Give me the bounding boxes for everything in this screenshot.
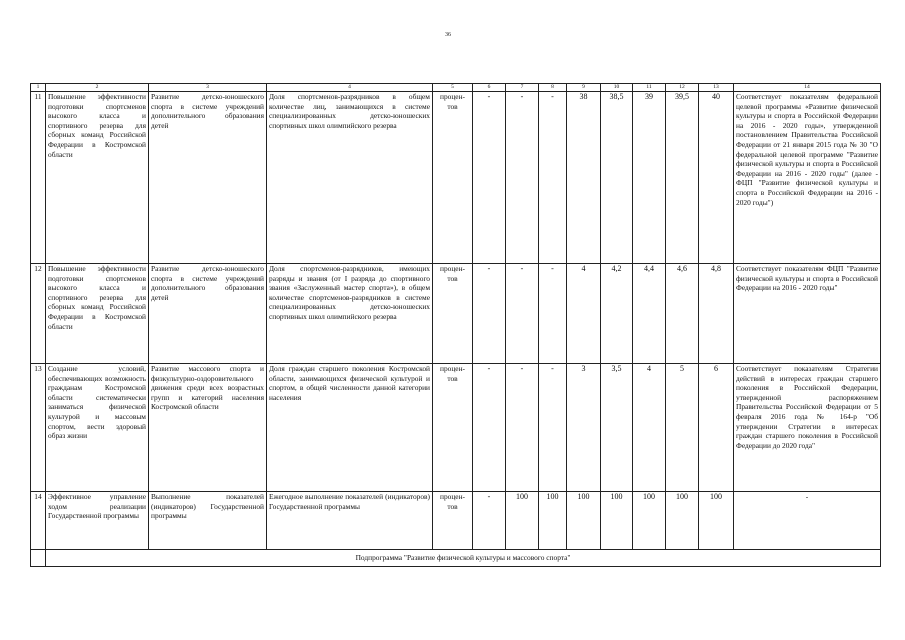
column-header: 4	[267, 84, 433, 92]
value-cell: 39,5	[666, 92, 699, 264]
column-header: 2	[46, 84, 149, 92]
column-header: 12	[666, 84, 699, 92]
value-cell: 4	[567, 264, 601, 364]
table-row	[31, 364, 881, 492]
header-row	[31, 84, 881, 92]
column-header: 8	[539, 84, 567, 92]
value-cell: 100	[506, 492, 539, 550]
task-cell: Выполнение показателей (индикаторов) Государственной программы	[149, 492, 267, 550]
value-cell: 4,4	[633, 264, 666, 364]
value-cell: -	[506, 92, 539, 264]
table-row	[31, 92, 881, 264]
row-number: 14	[31, 492, 46, 550]
value-cell: -	[473, 364, 506, 492]
indicator-cell: Ежегодное выполнение показателей (индикаторов) Государственной программы	[267, 492, 433, 550]
column-header: 5	[433, 84, 473, 92]
value-cell: 4,6	[666, 264, 699, 364]
value-cell: -	[473, 492, 506, 550]
indicator-cell: Доля спортсменов-разрядников в общем количестве лиц, занимающихся в системе специализированных детско-юношеских спортивных школ олимпийского резерва	[267, 92, 433, 264]
value-cell: -	[473, 92, 506, 264]
table-row	[31, 264, 881, 364]
task-cell: Развитие детско-юношеского спорта в системе учреждений дополнительного образования детей	[149, 92, 267, 264]
value-cell: -	[539, 92, 567, 264]
row-number: 11	[31, 92, 46, 264]
value-cell: 3,5	[601, 364, 633, 492]
row-number: 13	[31, 364, 46, 492]
goal-cell: Повышение эффективности подготовки спортсменов высокого класса и спортивного резерва для сборных команд Российской Федерации в Костромской области	[46, 92, 149, 264]
column-header: 13	[699, 84, 734, 92]
value-cell: -	[506, 364, 539, 492]
value-cell: 3	[567, 364, 601, 492]
value-cell: -	[539, 264, 567, 364]
row-number: 12	[31, 264, 46, 364]
column-header: 3	[149, 84, 267, 92]
value-cell: 100	[567, 492, 601, 550]
note-cell: -	[734, 492, 881, 550]
value-cell: 38	[567, 92, 601, 264]
value-cell: 100	[633, 492, 666, 550]
subprogram-number-cell	[31, 550, 46, 567]
task-cell: Развитие детско-юношеского спорта в системе учреждений дополнительного образования детей	[149, 264, 267, 364]
unit-cell: процен-тов	[433, 492, 473, 550]
column-header: 11	[633, 84, 666, 92]
column-header: 6	[473, 84, 506, 92]
note-cell: Соответствует показателям Стратегии действий в интересах граждан старшего поколения в Российской Федерации, утвержденной распоряжением Правительства Российской Федерации от 5 февраля 2016 года № 164-р "Об утверждении Стратегии в интересах граждан старшего поколения в Российской Федерации до 2020 года"	[734, 364, 881, 492]
indicator-cell: Доля спортсменов-разрядников, имеющих разряды и звания (от I разряда до спортивного звания «Заслуженный мастер спорта»), в общем количестве спортсменов-разрядников в системе специализированных детско-юношеских спортивных школ олимпийского резерва	[267, 264, 433, 364]
column-header: 14	[734, 84, 881, 92]
unit-cell: процен-тов	[433, 264, 473, 364]
table-row	[31, 492, 881, 550]
unit-cell: процен-тов	[433, 92, 473, 264]
unit-cell: процен-тов	[433, 364, 473, 492]
goal-cell: Эффективное управление ходом реализации Государственной программы	[46, 492, 149, 550]
column-header: 9	[567, 84, 601, 92]
value-cell: 100	[699, 492, 734, 550]
column-header: 1	[31, 84, 46, 92]
subprogram-title: Подпрограмма "Развитие физической культуры и массового спорта"	[46, 550, 881, 567]
value-cell: 6	[699, 364, 734, 492]
indicators-table	[30, 83, 881, 567]
value-cell: 100	[601, 492, 633, 550]
value-cell: 40	[699, 92, 734, 264]
column-header: 7	[506, 84, 539, 92]
value-cell: -	[473, 264, 506, 364]
note-cell: Соответствует показателям ФЦП "Развитие физической культуры и спорта в Российской Федерации на 2016 - 2020 годы"	[734, 264, 881, 364]
value-cell: 4,2	[601, 264, 633, 364]
page-number: 36	[445, 32, 451, 38]
indicator-cell: Доля граждан старшего поколения Костромской области, занимающихся физической культурой и спортом, в общей численности данной категории населения	[267, 364, 433, 492]
value-cell: 4	[633, 364, 666, 492]
column-header: 10	[601, 84, 633, 92]
value-cell: 39	[633, 92, 666, 264]
note-cell: Соответствует показателям федеральной целевой программы «Развитие физической культуры и спорта в Российской Федерации на 2016 - 2020 годы», утвержденной постановлением Правительства Российской Федерации от 21 января 2015 года № 30 "О федеральной целевой программе "Развитие физической культуры и спорта в Российской Федерации на 2016 - 2020 годы" (далее - ФЦП "Развитие физической культуры и спорта в Российской Федерации на 2016 - 2020 годы")	[734, 92, 881, 264]
value-cell: 5	[666, 364, 699, 492]
value-cell: 4,8	[699, 264, 734, 364]
goal-cell: Повышение эффективности подготовки спортсменов высокого класса и спортивного резерва для сборных команд Российской Федерации в Костромской области	[46, 264, 149, 364]
goal-cell: Создание условий, обеспечивающих возможность гражданам Костромской области систематически заниматься физической культурой и массовым спортом, вести здоровый образ жизни	[46, 364, 149, 492]
subprogram-row	[31, 550, 881, 567]
task-cell: Развитие массового спорта и физкультурно-оздоровительного движения среди всех возрастных групп и категорий населения Костромской области	[149, 364, 267, 492]
value-cell: 100	[539, 492, 567, 550]
value-cell: 100	[666, 492, 699, 550]
value-cell: 38,5	[601, 92, 633, 264]
value-cell: -	[506, 264, 539, 364]
value-cell: -	[539, 364, 567, 492]
